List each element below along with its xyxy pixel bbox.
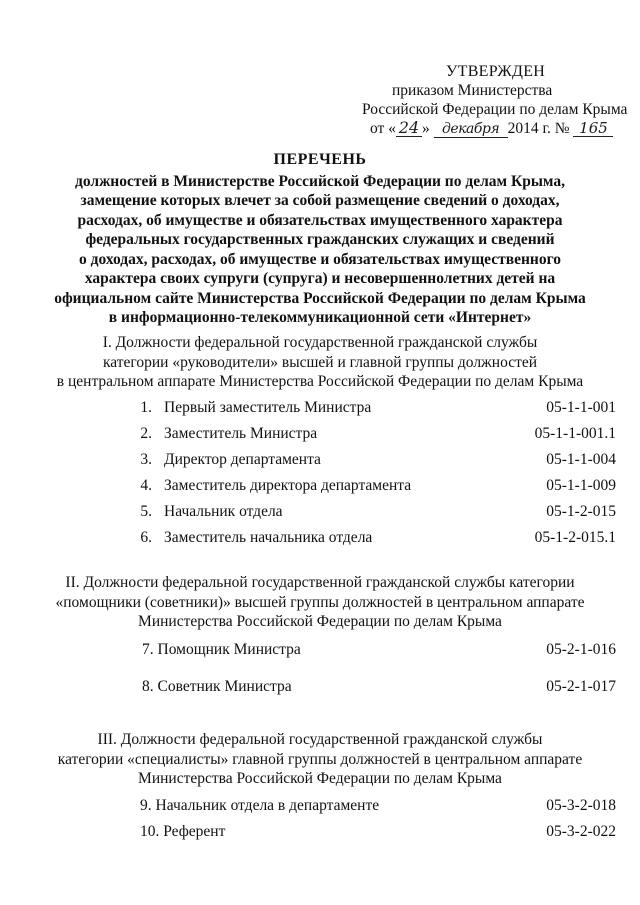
list-title-line: должностей в Министерстве Российской Федерации по делам Крыма,	[74, 172, 565, 190]
section-heading-line: в центральном аппарате Министерства Российской Федерации по делам Крыма	[56, 373, 584, 390]
position-row	[0, 640, 640, 660]
position-row	[0, 822, 640, 842]
position-code: 05-1-1-004	[546, 451, 616, 468]
row-number: 3.	[140, 451, 152, 468]
date-prefix: от «	[370, 120, 396, 137]
approval-block	[352, 62, 632, 138]
position-row	[0, 476, 640, 496]
list-title-line: замещение которых влечет за собой размещение сведений о доходах,	[80, 192, 560, 209]
row-number: 4.	[140, 477, 152, 494]
section-heading-line: категории «руководители» высшей и главной группы должностей	[102, 353, 538, 371]
position-code: 05-1-1-009	[546, 477, 616, 494]
list-title-block	[40, 150, 600, 328]
position-code: 05-1-2-015	[546, 503, 616, 520]
section-3-heading	[40, 730, 600, 789]
position-code: 05-2-1-016	[546, 641, 616, 658]
position-title: Заместитель начальника отдела	[164, 529, 373, 546]
position-title: Заместитель Министра	[164, 425, 318, 442]
row-number: 5.	[140, 503, 152, 520]
section-heading-line: Министерства Российской Федерации по делам Крыма	[138, 770, 502, 787]
position-row	[0, 424, 640, 444]
handwritten-day: 24	[396, 120, 422, 137]
position-title: 9. Начальник отдела в департаменте	[140, 797, 380, 814]
position-row	[0, 398, 640, 418]
row-number: 2.	[140, 425, 152, 442]
position-row	[0, 677, 640, 697]
list-heading: ПЕРЕЧЕНЬ	[273, 151, 367, 168]
position-code: 05-2-1-017	[546, 678, 616, 695]
list-title-line: о доходах, расходах, об имуществе и обязательствах имущественного	[78, 250, 562, 268]
list-title-line: в информационно-телекоммуникационной сети «Интернет»	[108, 309, 532, 326]
list-title-line: характера своих супруги (супруга) и несовершеннолетних детей на	[84, 270, 556, 287]
handwritten-order-number: 165	[573, 120, 613, 137]
approval-date-line	[352, 119, 632, 138]
position-row	[0, 528, 640, 548]
row-number: 6.	[140, 529, 152, 546]
section-heading-line: I. Должности федеральной государственной гражданской службы	[102, 334, 538, 351]
section-1-heading	[40, 333, 600, 392]
approval-line-ministry: Российской Федерации по делам Крыма	[362, 101, 628, 118]
position-code: 05-1-2-015.1	[534, 529, 616, 546]
position-code: 05-3-2-022	[546, 823, 616, 840]
section-heading-line: Министерства Российской Федерации по делам Крыма	[138, 613, 502, 630]
position-code: 05-3-2-018	[546, 797, 616, 814]
section-2-heading	[40, 573, 600, 632]
list-title-line: официальном сайте Министерства Российской Федерации по делам Крыма	[54, 289, 586, 307]
position-title: Заместитель директора департамента	[164, 477, 412, 494]
section-heading-line: II. Должности федеральной государственной гражданской службы категории	[65, 574, 575, 591]
section-heading-line: III. Должности федеральной государственной гражданской службы	[97, 731, 543, 748]
position-row	[0, 502, 640, 522]
list-title-line: федеральных государственных гражданских служащих и сведений	[85, 231, 555, 248]
position-title: Первый заместитель Министра	[164, 399, 372, 416]
approval-title: УТВЕРЖДЕН	[446, 63, 546, 80]
position-title: 10. Референт	[140, 823, 226, 840]
position-title: 8. Советник Министра	[142, 678, 292, 695]
position-code: 05-1-1-001	[546, 399, 616, 416]
list-title-line: расходах, об имуществе и обязательствах имущественного характера	[77, 211, 563, 229]
position-title: Начальник отдела	[164, 503, 283, 520]
section-heading-line: категории «специалисты» главной группы должностей в центральном аппарате	[57, 750, 583, 768]
position-row	[0, 450, 640, 470]
handwritten-month: декабря	[434, 121, 508, 138]
position-row	[0, 796, 640, 816]
row-number: 1.	[140, 399, 152, 416]
approval-line-order: приказом Министерства	[392, 82, 553, 99]
position-title: 7. Помощник Министра	[142, 641, 301, 658]
date-year: 2014 г. №	[507, 120, 570, 137]
section-heading-line: «помощники (советники)» высшей группы должностей в центральном аппарате	[55, 593, 585, 611]
date-mid: »	[421, 120, 430, 137]
position-code: 05-1-1-001.1	[534, 425, 616, 442]
position-title: Директор департамента	[164, 451, 321, 468]
